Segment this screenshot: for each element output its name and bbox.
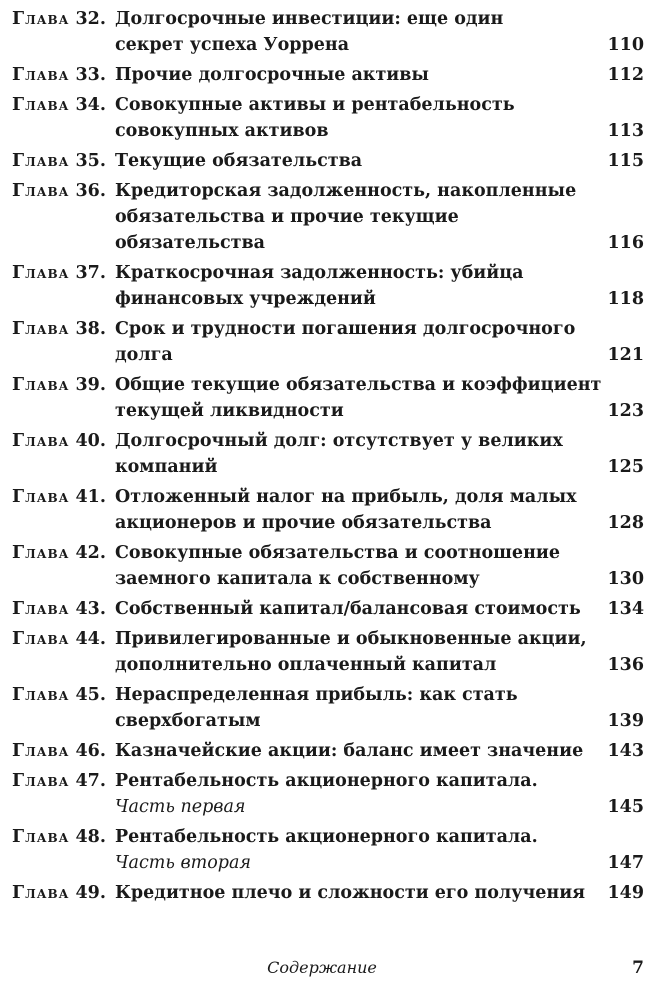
chapter-word: Глава <box>12 487 70 507</box>
chapter-page: 112 <box>607 65 644 85</box>
chapter-title-text: Срок и трудности погашения долгосрочного долга <box>115 319 576 365</box>
chapter-subtitle: Часть вторая <box>115 853 251 873</box>
toc-entry-35[interactable] <box>12 148 644 174</box>
chapter-title-text: Собственный капитал/балансовая стоимость <box>115 599 581 619</box>
chapter-word: Глава <box>12 65 70 85</box>
page-number: 7 <box>632 958 644 978</box>
page-footer <box>0 955 644 981</box>
chapter-title-text: Отложенный налог на прибыль, доля малых акционеров и прочие обязательства <box>115 487 577 533</box>
chapter-page: 143 <box>607 741 644 761</box>
toc-entry-49[interactable] <box>12 880 644 906</box>
chapter-number <box>12 260 115 286</box>
chapter-subtitle: Часть первая <box>115 797 246 817</box>
chapter-num: 44. <box>75 629 106 649</box>
chapter-title-text: Совокупные обязательства и соотношение заемного капитала к собственному <box>115 543 560 589</box>
chapter-page: 123 <box>607 401 644 421</box>
toc-entry-37[interactable] <box>12 260 644 312</box>
running-title: Содержание <box>267 958 377 977</box>
chapter-title <box>115 6 604 58</box>
chapter-page: 145 <box>607 797 644 817</box>
chapter-title-text: Привилегированные и обыкновенные акции, дополнительно оплаченный капитал <box>115 629 587 675</box>
chapter-title-text: Совокупные активы и рентабельность совокупных активов <box>115 95 515 141</box>
chapter-word: Глава <box>12 629 70 649</box>
chapter-num: 39. <box>75 375 106 395</box>
chapter-title-text: Рентабельность акционерного капитала. <box>115 771 538 791</box>
chapter-title-text: Рентабельность акционерного капитала. <box>115 827 538 847</box>
toc-entries <box>12 6 644 906</box>
toc-entry-45[interactable] <box>12 682 644 734</box>
toc-entry-33[interactable] <box>12 62 644 88</box>
toc-entry-48[interactable] <box>12 824 644 876</box>
chapter-num: 45. <box>75 685 106 705</box>
chapter-title <box>115 148 604 174</box>
chapter-title-text: Прочие долгосрочные активы <box>115 65 429 85</box>
chapter-title-text: Казначейские акции: баланс имеет значение <box>115 741 584 761</box>
toc-entry-40[interactable] <box>12 428 644 480</box>
table-of-contents <box>12 6 644 910</box>
chapter-num: 46. <box>75 741 106 761</box>
toc-entry-41[interactable] <box>12 484 644 536</box>
chapter-title <box>115 768 604 820</box>
chapter-number <box>12 6 115 32</box>
chapter-page: 128 <box>607 513 644 533</box>
chapter-number <box>12 880 115 906</box>
toc-entry-43[interactable] <box>12 596 644 622</box>
chapter-number <box>12 738 115 764</box>
chapter-title <box>115 824 604 876</box>
toc-entry-46[interactable] <box>12 738 644 764</box>
chapter-word: Глава <box>12 543 70 563</box>
toc-entry-47[interactable] <box>12 768 644 820</box>
chapter-title <box>115 92 604 144</box>
toc-entry-36[interactable] <box>12 178 644 256</box>
chapter-title <box>115 260 604 312</box>
chapter-num: 40. <box>75 431 106 451</box>
chapter-page: 136 <box>607 655 644 675</box>
chapter-num: 36. <box>75 181 106 201</box>
chapter-page: 149 <box>607 883 644 903</box>
chapter-title <box>115 62 604 88</box>
chapter-number <box>12 148 115 174</box>
chapter-number <box>12 596 115 622</box>
chapter-title-text: Долгосрочный долг: отсутствует у великих компаний <box>115 431 563 477</box>
chapter-word: Глава <box>12 685 70 705</box>
chapter-title <box>115 596 604 622</box>
toc-entry-42[interactable] <box>12 540 644 592</box>
chapter-num: 43. <box>75 599 106 619</box>
chapter-title-text: Краткосрочная задолженность: убийца финансовых учреждений <box>115 263 524 309</box>
chapter-word: Глава <box>12 431 70 451</box>
toc-entry-32[interactable] <box>12 6 644 58</box>
chapter-num: 37. <box>75 263 106 283</box>
chapter-number <box>12 626 115 652</box>
chapter-title <box>115 540 604 592</box>
toc-entry-38[interactable] <box>12 316 644 368</box>
chapter-page: 116 <box>607 233 644 253</box>
chapter-page: 125 <box>607 457 644 477</box>
chapter-title <box>115 484 604 536</box>
chapter-num: 49. <box>75 883 106 903</box>
chapter-title-text: Долгосрочные инвестиции: еще один секрет успеха Уоррена <box>115 9 504 55</box>
chapter-title-text: Нераспределенная прибыль: как стать сверхбогатым <box>115 685 518 731</box>
chapter-word: Глава <box>12 9 70 29</box>
chapter-word: Глава <box>12 375 70 395</box>
chapter-number <box>12 372 115 398</box>
chapter-number <box>12 768 115 794</box>
chapter-num: 34. <box>75 95 106 115</box>
chapter-word: Глава <box>12 771 70 791</box>
chapter-number <box>12 540 115 566</box>
chapter-title <box>115 372 604 424</box>
chapter-page: 130 <box>607 569 644 589</box>
chapter-num: 47. <box>75 771 106 791</box>
chapter-page: 115 <box>607 151 644 171</box>
chapter-number <box>12 428 115 454</box>
chapter-word: Глава <box>12 181 70 201</box>
chapter-title-text: Кредитное плечо и сложности его получения <box>115 883 586 903</box>
chapter-num: 42. <box>75 543 106 563</box>
chapter-word: Глава <box>12 599 70 619</box>
chapter-page: 147 <box>607 853 644 873</box>
toc-entry-34[interactable] <box>12 92 644 144</box>
chapter-word: Глава <box>12 883 70 903</box>
chapter-number <box>12 484 115 510</box>
chapter-word: Глава <box>12 95 70 115</box>
chapter-word: Глава <box>12 319 70 339</box>
chapter-page: 118 <box>607 289 644 309</box>
chapter-title-text: Общие текущие обязательства и коэффициент текущей ликвидности <box>115 375 602 421</box>
chapter-number <box>12 824 115 850</box>
chapter-num: 38. <box>75 319 106 339</box>
chapter-title <box>115 880 604 906</box>
chapter-num: 41. <box>75 487 106 507</box>
chapter-page: 110 <box>607 35 644 55</box>
chapter-num: 33. <box>75 65 106 85</box>
chapter-word: Глава <box>12 263 70 283</box>
chapter-num: 32. <box>75 9 106 29</box>
chapter-title <box>115 178 604 256</box>
toc-entry-39[interactable] <box>12 372 644 424</box>
chapter-number <box>12 316 115 342</box>
chapter-number <box>12 62 115 88</box>
chapter-number <box>12 682 115 708</box>
chapter-title-text: Кредиторская задолженность, накопленные обязательства и прочие текущие обязательства <box>115 181 577 253</box>
chapter-number <box>12 92 115 118</box>
chapter-num: 35. <box>75 151 106 171</box>
chapter-title-text: Текущие обязательства <box>115 151 363 171</box>
chapter-title <box>115 626 604 678</box>
chapter-num: 48. <box>75 827 106 847</box>
chapter-page: 121 <box>607 345 644 365</box>
chapter-word: Глава <box>12 827 70 847</box>
chapter-page: 139 <box>607 711 644 731</box>
chapter-word: Глава <box>12 741 70 761</box>
chapter-word: Глава <box>12 151 70 171</box>
chapter-number <box>12 178 115 204</box>
chapter-title <box>115 428 604 480</box>
chapter-title <box>115 316 604 368</box>
toc-entry-44[interactable] <box>12 626 644 678</box>
chapter-page: 134 <box>607 599 644 619</box>
chapter-title <box>115 738 604 764</box>
chapter-title <box>115 682 604 734</box>
chapter-page: 113 <box>607 121 644 141</box>
